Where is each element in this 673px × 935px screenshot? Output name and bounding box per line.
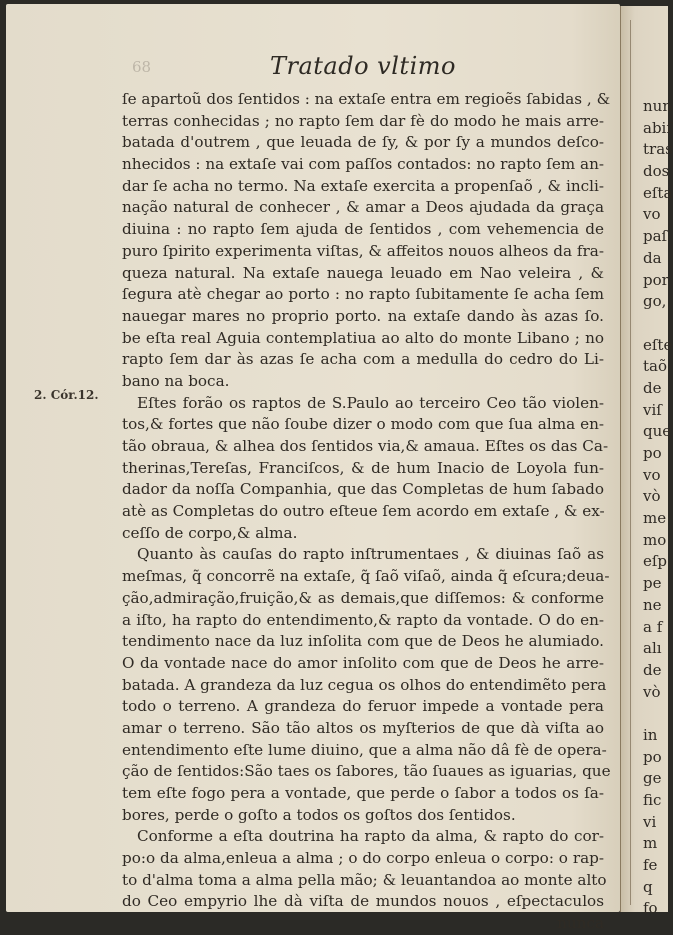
right-page-fragment: m bbox=[643, 834, 658, 853]
right-page-fragment bbox=[643, 313, 673, 335]
margin-note-reference: 2. Cór.12. bbox=[34, 388, 99, 402]
right-page-fragment bbox=[643, 703, 673, 725]
right-page-fragment: fic bbox=[643, 791, 662, 809]
text-line: be eſta real Aguia contemplatiua ao alto do monte Libano ; no bbox=[122, 328, 604, 347]
text-line: therinas,Tereſas, Franciſcos, & de hum Inacio de Loyola fun- bbox=[122, 458, 604, 477]
right-page-fragment: nun bbox=[643, 97, 672, 115]
right-page-fragment: vi bbox=[643, 812, 657, 831]
running-header-title: Tratado vltimo bbox=[270, 52, 456, 80]
text-line: puro ſpirito experimenta viſtas, & affeitos nouos alheos da fra- bbox=[122, 241, 604, 260]
page-fold-line bbox=[630, 20, 631, 905]
text-line: ſegura atè chegar ao porto : no rapto ſubitamente ſe acha ſem bbox=[122, 285, 604, 304]
bleed-through-page-number: 68 bbox=[132, 58, 152, 76]
right-page-fragment: por bbox=[643, 270, 669, 289]
right-page-fragment: mo bbox=[643, 530, 667, 549]
right-page-fragment: dos bbox=[643, 162, 670, 181]
text-line: terras conhecidas ; no rapto ſem dar fè do modo he mais arre- bbox=[122, 111, 604, 130]
text-line: ſe apartoũ dos ſentidos : na extaſe entra em regioẽs ſabidas , & bbox=[122, 90, 611, 108]
text-line: diuina : no rapto ſem ajuda de ſentidos , com vehemencia de bbox=[122, 220, 604, 239]
text-line: queza natural. Na extaſe nauega leuado em Nao veleira , & bbox=[122, 263, 604, 282]
right-page-fragment: taõ bbox=[643, 357, 668, 376]
text-line: tem eſte fogo pera a vontade, que perde o ſabor a todos os ſa- bbox=[122, 784, 604, 802]
text-line: nauegar mares no proprio porto. na extaſe dando às azas ſo. bbox=[122, 306, 604, 325]
right-page-fragment: fe bbox=[643, 856, 658, 875]
text-line: Quanto às cauſas do rapto inſtrumentaes , & diuinas ſaõ as bbox=[137, 545, 604, 564]
right-page-fragment: q bbox=[643, 877, 653, 896]
text-line: nação natural de conhecer , & amar a Deos ajudada da graça bbox=[122, 198, 604, 217]
right-page-fragment: ne bbox=[643, 595, 662, 614]
text-line: to d'alma toma a alma pella mão; & leuantandoa ao monte alto bbox=[122, 870, 607, 889]
right-page-edge bbox=[620, 6, 673, 918]
text-line: po:o da alma,enleua a alma ; o do corpo enleua o corpo: o rap- bbox=[122, 849, 604, 868]
right-page-fragment: da bbox=[643, 248, 662, 267]
right-page-fragment: go, bbox=[643, 292, 667, 311]
right-page-fragment: vò bbox=[643, 487, 661, 506]
right-page-fragment: po bbox=[643, 444, 662, 462]
right-page-fragment: eſte bbox=[643, 335, 673, 354]
right-page-fragment: tras bbox=[643, 140, 673, 159]
right-page-fragment: eſta bbox=[643, 183, 673, 202]
right-page-fragment: abiſ bbox=[643, 118, 672, 137]
text-line: entendimento eſte lume diuino, que a alma não dâ fè de opera- bbox=[122, 740, 607, 759]
text-line: atè as Completas do outro eſteue ſem acordo em extaſe , & ex- bbox=[122, 502, 605, 521]
right-page-fragment: vo bbox=[643, 465, 661, 484]
text-line: nhecidos : na extaſe vai com paſſos contados: no rapto ſem an- bbox=[122, 155, 605, 174]
text-line: dar ſe acha no termo. Na extaſe exercita a propenſaõ , & incli- bbox=[122, 176, 604, 195]
right-page-fragment: pe bbox=[643, 574, 662, 593]
right-page-fragment: que bbox=[643, 422, 672, 441]
right-page-fragment: in bbox=[643, 725, 658, 744]
text-line: O da vontade nace do amor inſolito com que de Deos he arre- bbox=[122, 653, 604, 672]
text-line: meſmas, q̃ concorrẽ na extaſe, q̃ ſaõ viſaõ, ainda q̃ eſcura;deua- bbox=[122, 567, 610, 586]
text-line: amar o terreno. São tão altos os myſterios de que dà viſta ao bbox=[122, 718, 604, 737]
right-page-fragment: alı bbox=[643, 639, 662, 658]
right-page-fragment: po bbox=[643, 747, 662, 766]
text-line: ceſſo de corpo,& alma. bbox=[122, 523, 298, 542]
right-page-fragment: de bbox=[643, 378, 662, 397]
text-line: batada d'outrem , que leuada de ſy, & por ſy a mundos deſco- bbox=[122, 133, 604, 152]
text-line: rapto ſem dar às azas ſe acha com a medulla do cedro do Li- bbox=[122, 350, 604, 369]
right-page-fragment: vo bbox=[643, 205, 661, 224]
right-page-fragment: a f bbox=[643, 617, 663, 636]
right-page-fragment: eſp bbox=[643, 552, 668, 571]
text-line: bores, perde o goſto a todos os goſtos dos ſentidos. bbox=[122, 805, 516, 824]
right-page-fragment: ge bbox=[643, 769, 662, 788]
text-line: todo o terreno. A grandeza do feruor impede a vontade pera bbox=[122, 697, 604, 716]
text-line: Eſtes forão os raptos de S.Paulo ao terceiro Ceo tão violen- bbox=[137, 393, 604, 412]
text-line: tendimento nace da luz inſolita com que de Deos he alumiado. bbox=[122, 632, 604, 651]
right-page-fragment: viſ bbox=[643, 400, 662, 419]
right-page-fragment: paſ bbox=[643, 227, 668, 246]
text-line: nunca bbox=[557, 914, 604, 933]
text-line: dador da noſſa Companhia, que das Completas de hum ſabado bbox=[122, 480, 604, 499]
text-line: batada. A grandeza da luz cegua os olhos do entendimẽto pera bbox=[122, 675, 607, 694]
text-line: tão obraua, & alhea dos ſentidos via,& amaua. Eſtes os das Ca- bbox=[122, 437, 609, 455]
text-line: a iſto, ha rapto do entendimento,& rapto da vontade. O do en- bbox=[122, 610, 604, 629]
text-line: tos,& fortes que não ſoube dizer o modo com que ſua alma en- bbox=[122, 415, 604, 434]
right-page-fragment: vò bbox=[643, 682, 661, 701]
text-line: do Ceo empyrio lhe dà viſta de mundos nouos , eſpectaculos bbox=[122, 892, 604, 911]
text-line: Conforme a eſta doutrina ha rapto da alma, & rapto do cor- bbox=[137, 827, 604, 846]
body-text-column bbox=[122, 89, 611, 935]
text-line: ção,admiração,fruição,& as demais,que diſſemos: & conforme bbox=[122, 588, 604, 607]
text-line: bano na boca. bbox=[122, 371, 230, 390]
right-page-fragment: fo bbox=[643, 899, 658, 918]
right-page-text-fragments bbox=[643, 96, 673, 920]
text-line: ção de ſentidos:São taes os ſabores, tão ſuaues as iguarias, que bbox=[122, 762, 611, 781]
right-page-fragment: de bbox=[643, 660, 662, 679]
right-page-fragment: me bbox=[643, 509, 667, 528]
